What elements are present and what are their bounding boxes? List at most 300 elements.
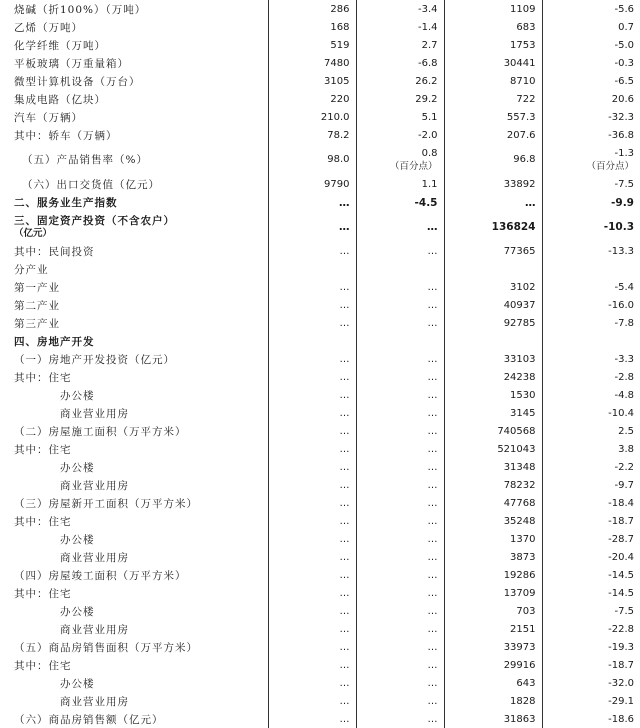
cell-value: … <box>427 695 438 707</box>
cell-col-2 <box>356 674 444 692</box>
row-label-text: 商业营业用房 <box>60 479 129 492</box>
cell-col-2 <box>356 548 444 566</box>
cell-value: -32.3 <box>608 111 634 123</box>
cell-col-1 <box>268 386 356 404</box>
cell-col-1 <box>268 422 356 440</box>
cell-col-4 <box>542 36 640 54</box>
cell-value: … <box>427 299 438 311</box>
row-label-text: 办公楼 <box>60 389 95 402</box>
table-row <box>0 332 640 350</box>
cell-col-1 <box>268 72 356 90</box>
cell-col-4 <box>542 440 640 458</box>
cell-value: -4.8 <box>614 389 634 401</box>
cell-value: 29916 <box>503 659 536 671</box>
cell-col-1 <box>268 512 356 530</box>
cell-value: … <box>339 515 350 527</box>
cell-col-4 <box>542 54 640 72</box>
cell-value: 519 <box>330 39 350 51</box>
table-row <box>0 476 640 494</box>
table-row <box>0 18 640 36</box>
cell-value: … <box>427 479 438 491</box>
cell-value: … <box>339 605 350 617</box>
row-label <box>0 458 268 476</box>
cell-col-3 <box>444 108 542 126</box>
cell-value: … <box>339 461 350 473</box>
cell-value: … <box>427 497 438 509</box>
cell-value: … <box>427 389 438 401</box>
cell-col-4 <box>542 242 640 260</box>
row-label-sub: （亿元） <box>14 227 53 239</box>
cell-col-3 <box>444 458 542 476</box>
table-row <box>0 126 640 144</box>
row-label-text: 烧碱（折100%）（万吨） <box>14 3 147 16</box>
cell-col-3 <box>444 278 542 296</box>
cell-col-1 <box>268 476 356 494</box>
cell-col-1 <box>268 674 356 692</box>
table-row <box>0 350 640 368</box>
row-label-text: 商业营业用房 <box>60 623 129 636</box>
cell-col-3 <box>444 620 542 638</box>
table-row <box>0 422 640 440</box>
cell-col-4 <box>542 656 640 674</box>
cell-col-2 <box>356 422 444 440</box>
cell-col-3 <box>444 242 542 260</box>
cell-value: 286 <box>330 3 350 15</box>
cell-col-1 <box>268 126 356 144</box>
row-label <box>0 126 268 144</box>
cell-value: -2.2 <box>614 461 634 473</box>
cell-value: … <box>339 641 350 653</box>
cell-value: 78.2 <box>327 129 350 141</box>
row-label-text: 三、固定资产投资（不含农户） <box>14 214 175 227</box>
cell-col-3 <box>444 566 542 584</box>
cell-value: 0.8 <box>421 147 438 159</box>
row-label <box>0 602 268 620</box>
cell-value: 96.8 <box>513 154 536 165</box>
row-label <box>0 710 268 728</box>
cell-col-4 <box>542 638 640 656</box>
cell-col-1 <box>268 260 356 278</box>
row-label <box>0 18 268 36</box>
cell-value: 30441 <box>503 57 536 69</box>
cell-col-3 <box>444 548 542 566</box>
row-label-text: 其中：住宅 <box>14 587 72 600</box>
cell-value: … <box>427 317 438 329</box>
cell-col-1 <box>268 548 356 566</box>
cell-col-2 <box>356 144 444 175</box>
cell-value: -1.3 <box>614 147 634 159</box>
cell-col-4 <box>542 108 640 126</box>
cell-value: … <box>339 623 350 635</box>
cell-col-3 <box>444 440 542 458</box>
cell-value: 3102 <box>510 281 536 293</box>
cell-col-4 <box>542 332 640 350</box>
row-label-text: 办公楼 <box>60 533 95 546</box>
cell-value: 1109 <box>510 3 536 15</box>
row-label-text: 平板玻璃（万重量箱） <box>14 57 129 70</box>
cell-col-2 <box>356 126 444 144</box>
cell-value: -4.5 <box>414 196 438 209</box>
cell-value: -3.4 <box>417 3 438 15</box>
cell-value: 207.6 <box>506 129 536 141</box>
cell-col-2 <box>356 211 444 242</box>
cell-value: 77365 <box>503 245 536 257</box>
table-row <box>0 494 640 512</box>
cell-value: 33892 <box>503 178 536 190</box>
row-label-text: （五）产品销售率（%） <box>22 154 148 166</box>
cell-col-2 <box>356 90 444 108</box>
table-row <box>0 638 640 656</box>
cell-col-1 <box>268 458 356 476</box>
cell-value: -19.3 <box>608 641 634 653</box>
cell-value: -5.6 <box>614 3 634 15</box>
row-label <box>0 175 268 193</box>
cell-col-2 <box>356 193 444 211</box>
cell-value: 557.3 <box>506 111 536 123</box>
cell-col-1 <box>268 0 356 18</box>
cell-col-3 <box>444 386 542 404</box>
table-row <box>0 193 640 211</box>
cell-col-3 <box>444 368 542 386</box>
row-label <box>0 638 268 656</box>
table-row <box>0 314 640 332</box>
cell-col-1 <box>268 656 356 674</box>
cell-col-2 <box>356 404 444 422</box>
cell-col-2 <box>356 530 444 548</box>
row-label <box>0 193 268 211</box>
cell-col-3 <box>444 90 542 108</box>
cell-col-2 <box>356 476 444 494</box>
cell-value: 3.8 <box>618 443 634 455</box>
cell-value: … <box>339 389 350 401</box>
cell-col-2 <box>356 260 444 278</box>
row-label <box>0 674 268 692</box>
cell-col-2 <box>356 36 444 54</box>
cell-col-3 <box>444 18 542 36</box>
cell-col-1 <box>268 54 356 72</box>
cell-col-4 <box>542 72 640 90</box>
cell-col-1 <box>268 368 356 386</box>
cell-value: -18.7 <box>608 515 634 527</box>
row-label-text: 微型计算机设备（万台） <box>14 75 141 88</box>
cell-col-3 <box>444 422 542 440</box>
cell-col-3 <box>444 0 542 18</box>
cell-col-1 <box>268 314 356 332</box>
cell-value: -32.0 <box>608 677 634 689</box>
table-row <box>0 602 640 620</box>
cell-value: … <box>427 551 438 563</box>
cell-value: … <box>339 299 350 311</box>
cell-col-2 <box>356 175 444 193</box>
row-label-text: 其中：住宅 <box>14 371 72 384</box>
cell-col-4 <box>542 193 640 211</box>
table-row <box>0 296 640 314</box>
row-label <box>0 566 268 584</box>
cell-value: -28.7 <box>608 533 634 545</box>
row-label-text: （六）商品房销售额（亿元） <box>14 713 164 726</box>
row-label-text: 汽车（万辆） <box>14 111 83 124</box>
cell-value: … <box>339 317 350 329</box>
cell-col-2 <box>356 512 444 530</box>
cell-value: 20.6 <box>611 93 634 105</box>
table-row <box>0 260 640 278</box>
cell-value: … <box>339 659 350 671</box>
cell-col-1 <box>268 144 356 175</box>
cell-value: 3873 <box>510 551 536 563</box>
table-row <box>0 175 640 193</box>
cell-col-1 <box>268 710 356 728</box>
cell-value: … <box>427 623 438 635</box>
cell-value: -6.8 <box>417 57 438 69</box>
cell-value: 2.7 <box>421 39 438 51</box>
row-label-text: （一）房地产开发投资（亿元） <box>14 353 175 366</box>
row-label <box>0 512 268 530</box>
cell-col-4 <box>542 476 640 494</box>
cell-value: … <box>427 713 438 725</box>
cell-col-4 <box>542 458 640 476</box>
row-label <box>0 386 268 404</box>
cell-col-3 <box>444 584 542 602</box>
cell-value: … <box>339 371 350 383</box>
cell-value: 13709 <box>503 587 536 599</box>
cell-col-4 <box>542 422 640 440</box>
cell-unit-note: （百分点） <box>389 160 438 172</box>
cell-unit-note: （百分点） <box>586 160 634 172</box>
cell-col-2 <box>356 18 444 36</box>
cell-value: … <box>339 569 350 581</box>
row-label-text: 其中：轿车（万辆） <box>14 129 118 142</box>
cell-col-4 <box>542 674 640 692</box>
cell-col-2 <box>356 692 444 710</box>
cell-col-4 <box>542 620 640 638</box>
row-label-text: 办公楼 <box>60 605 95 618</box>
row-label <box>0 36 268 54</box>
cell-col-2 <box>356 620 444 638</box>
cell-col-1 <box>268 242 356 260</box>
row-label <box>0 620 268 638</box>
row-label-text: 化学纤维（万吨） <box>14 39 106 52</box>
cell-col-2 <box>356 566 444 584</box>
cell-value: 703 <box>516 605 536 617</box>
table-row <box>0 404 640 422</box>
cell-col-3 <box>444 674 542 692</box>
cell-value: -22.8 <box>608 623 634 635</box>
table-row <box>0 211 640 242</box>
cell-value: -20.4 <box>608 551 634 563</box>
row-label <box>0 350 268 368</box>
cell-col-2 <box>356 386 444 404</box>
row-label <box>0 278 268 296</box>
row-label-text: 办公楼 <box>60 677 95 690</box>
cell-col-4 <box>542 512 640 530</box>
cell-col-3 <box>444 193 542 211</box>
cell-col-2 <box>356 54 444 72</box>
cell-value: -3.3 <box>614 353 634 365</box>
cell-value: 92785 <box>503 317 536 329</box>
table-row <box>0 386 640 404</box>
cell-col-1 <box>268 620 356 638</box>
cell-value: … <box>339 353 350 365</box>
cell-value: 29.2 <box>415 93 438 105</box>
cell-col-3 <box>444 692 542 710</box>
cell-value: … <box>427 659 438 671</box>
cell-col-1 <box>268 108 356 126</box>
cell-value: 722 <box>516 93 536 105</box>
cell-value: … <box>427 221 438 233</box>
cell-col-1 <box>268 350 356 368</box>
cell-col-4 <box>542 314 640 332</box>
cell-value: -0.3 <box>614 57 634 69</box>
cell-value: -14.5 <box>608 569 634 581</box>
table-row <box>0 692 640 710</box>
table-row <box>0 548 640 566</box>
cell-col-4 <box>542 144 640 175</box>
cell-value: 220 <box>330 93 350 105</box>
cell-col-1 <box>268 193 356 211</box>
table-row <box>0 674 640 692</box>
cell-col-4 <box>542 566 640 584</box>
row-label <box>0 314 268 332</box>
cell-value: … <box>427 425 438 437</box>
cell-value: 1370 <box>510 533 536 545</box>
cell-col-1 <box>268 175 356 193</box>
table-row <box>0 566 640 584</box>
cell-col-2 <box>356 494 444 512</box>
cell-col-3 <box>444 494 542 512</box>
cell-value: … <box>427 407 438 419</box>
row-label-text: （五）商品房销售面积（万平方米） <box>14 641 198 654</box>
table-row <box>0 108 640 126</box>
row-label <box>0 440 268 458</box>
row-label <box>0 368 268 386</box>
table-row <box>0 530 640 548</box>
row-label-text: 其中：住宅 <box>14 659 72 672</box>
cell-value: … <box>427 641 438 653</box>
cell-col-4 <box>542 126 640 144</box>
cell-value: 33103 <box>503 353 536 365</box>
cell-col-3 <box>444 144 542 175</box>
row-label-text: 其中：民间投资 <box>14 245 95 258</box>
cell-col-2 <box>356 0 444 18</box>
cell-value: -18.6 <box>608 713 634 725</box>
row-label-text: 第二产业 <box>14 299 60 312</box>
cell-value: 26.2 <box>415 75 438 87</box>
cell-col-2 <box>356 242 444 260</box>
cell-value: … <box>339 551 350 563</box>
row-label-text: 二、服务业生产指数 <box>14 196 118 209</box>
cell-col-3 <box>444 710 542 728</box>
table-row <box>0 584 640 602</box>
row-label-text: 商业营业用房 <box>60 551 129 564</box>
row-label-text: （六）出口交货值（亿元） <box>22 178 160 191</box>
cell-value: … <box>339 695 350 707</box>
cell-col-2 <box>356 108 444 126</box>
row-label <box>0 72 268 90</box>
cell-value: -2.8 <box>614 371 634 383</box>
cell-value: … <box>339 479 350 491</box>
table-row <box>0 90 640 108</box>
table-row <box>0 656 640 674</box>
cell-col-3 <box>444 656 542 674</box>
cell-col-1 <box>268 211 356 242</box>
cell-col-2 <box>356 350 444 368</box>
cell-value: 3145 <box>510 407 536 419</box>
cell-value: 3105 <box>324 75 350 87</box>
cell-col-3 <box>444 332 542 350</box>
cell-value: -16.0 <box>608 299 634 311</box>
cell-value: 210.0 <box>320 111 350 123</box>
row-label <box>0 242 268 260</box>
table-row <box>0 278 640 296</box>
table-row <box>0 54 640 72</box>
cell-value: … <box>339 425 350 437</box>
cell-col-4 <box>542 368 640 386</box>
cell-col-1 <box>268 332 356 350</box>
cell-col-3 <box>444 126 542 144</box>
cell-col-1 <box>268 18 356 36</box>
cell-col-4 <box>542 175 640 193</box>
cell-col-4 <box>542 692 640 710</box>
cell-col-1 <box>268 692 356 710</box>
row-label-text: 四、房地产开发 <box>14 335 95 348</box>
row-label-text: （四）房屋竣工面积（万平方米） <box>14 569 187 582</box>
cell-value: 2.5 <box>618 425 634 437</box>
table-row <box>0 144 640 175</box>
cell-value: 168 <box>330 21 350 33</box>
row-label <box>0 494 268 512</box>
row-label-text: 其中：住宅 <box>14 515 72 528</box>
table-row <box>0 368 640 386</box>
table-row <box>0 72 640 90</box>
row-label-text: 分产业 <box>14 263 49 276</box>
cell-col-4 <box>542 530 640 548</box>
table-row <box>0 458 640 476</box>
cell-value: … <box>427 605 438 617</box>
row-label <box>0 108 268 126</box>
cell-value: … <box>339 497 350 509</box>
cell-col-3 <box>444 530 542 548</box>
cell-value: 7480 <box>324 57 350 69</box>
cell-col-3 <box>444 211 542 242</box>
row-label <box>0 692 268 710</box>
row-label <box>0 54 268 72</box>
cell-col-4 <box>542 548 640 566</box>
cell-value: … <box>427 353 438 365</box>
cell-col-3 <box>444 602 542 620</box>
row-label-text: 第三产业 <box>14 317 60 330</box>
cell-col-1 <box>268 530 356 548</box>
cell-col-3 <box>444 260 542 278</box>
cell-value: … <box>427 677 438 689</box>
cell-value: -36.8 <box>608 129 634 141</box>
cell-value: 19286 <box>503 569 536 581</box>
cell-value: … <box>427 461 438 473</box>
cell-col-4 <box>542 386 640 404</box>
cell-value: -7.5 <box>614 178 634 190</box>
row-label-text: （二）房屋施工面积（万平方米） <box>14 425 187 438</box>
row-label <box>0 656 268 674</box>
table-row <box>0 0 640 18</box>
cell-col-2 <box>356 332 444 350</box>
row-label-text: 其中：住宅 <box>14 443 72 456</box>
row-label <box>0 260 268 278</box>
cell-value: 521043 <box>497 443 536 455</box>
row-label <box>0 530 268 548</box>
row-label-text: 商业营业用房 <box>60 407 129 420</box>
row-label <box>0 584 268 602</box>
cell-value: -1.4 <box>417 21 438 33</box>
row-label <box>0 332 268 350</box>
